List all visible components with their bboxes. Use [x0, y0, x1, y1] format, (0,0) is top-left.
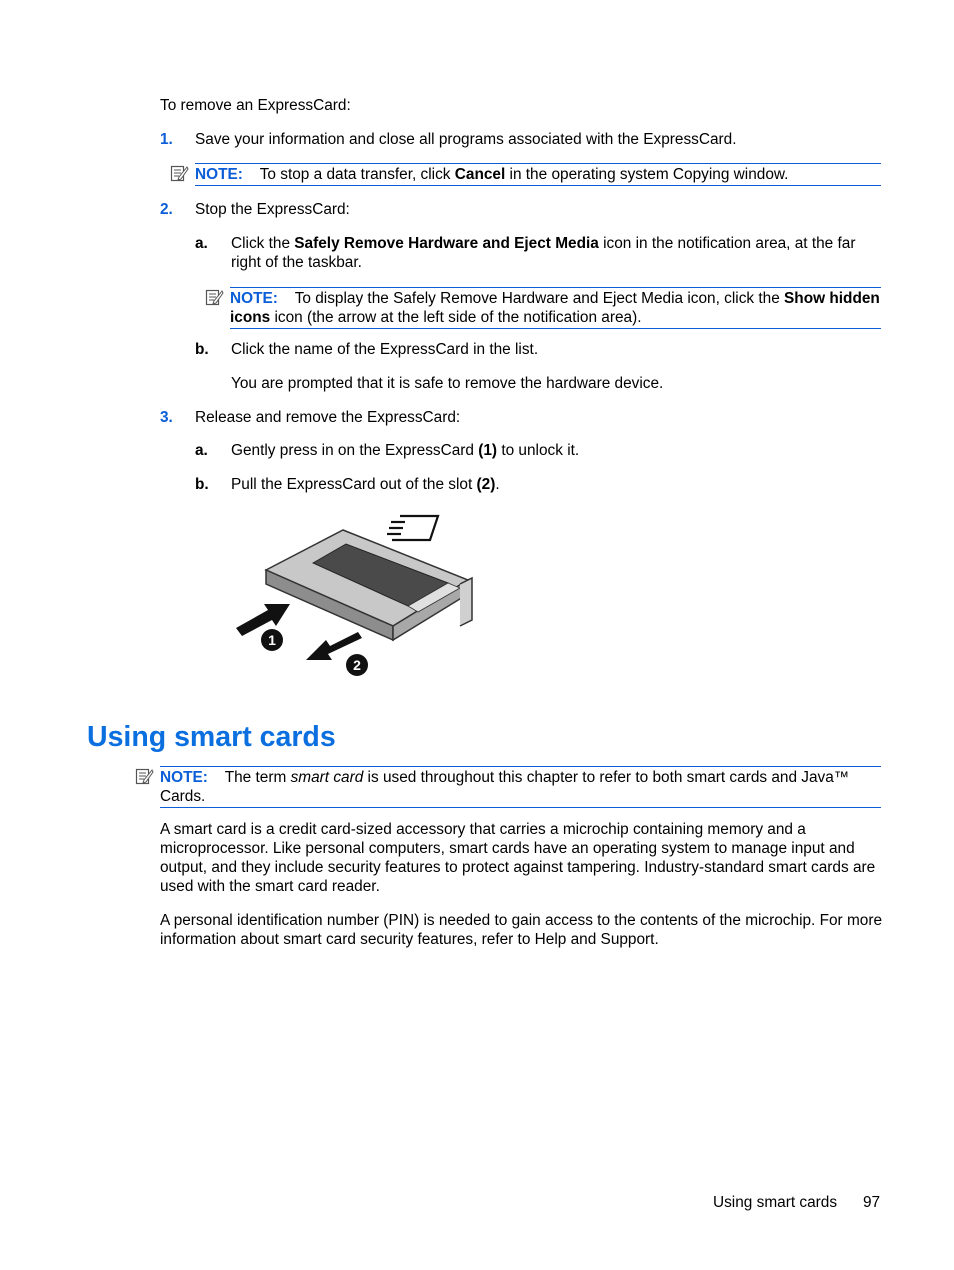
note-text: icon (the arrow at the left side of the notification area).	[270, 309, 642, 326]
step-3-number: 3.	[160, 409, 173, 426]
note-icon	[135, 768, 154, 786]
text-run: .	[495, 476, 500, 493]
expresscard	[266, 530, 472, 640]
note-text: is used throughout this chapter to refer to both smart cards and Java™ Cards.	[160, 769, 850, 805]
note-icon	[170, 165, 189, 183]
step-3a-text	[231, 441, 579, 460]
text-run: Click the	[231, 235, 295, 252]
step-2b-text: Click the name of the ExpressCard in the list.	[231, 341, 539, 358]
paragraph-smart-card-description: A smart card is a credit card-sized accessory that carries a microchip containing memory and a microprocessor. Like personal computers, smart cards have an operating system to manage input and output, and they include security features to protect against tampering. Industry-standard smart cards are used with the smart card reader.	[160, 821, 876, 895]
footer-section-name: Using smart cards	[713, 1194, 838, 1211]
note-label: NOTE:	[195, 166, 243, 183]
step-2-number: 2.	[160, 201, 173, 218]
text-run: icon in the notification area, at the far right of the taskbar.	[231, 235, 856, 271]
step-1-number: 1.	[160, 131, 173, 148]
step-2b-label: b.	[195, 341, 209, 358]
note-show-hidden-icons	[230, 287, 881, 329]
step-3a-label: a.	[195, 442, 208, 459]
bold-text: Safely Remove Hardware and Eject Media	[294, 235, 599, 252]
note-text: To stop a data transfer, click	[259, 166, 455, 183]
note-text: To display the Safely Remove Hardware and Eject Media icon, click the	[294, 290, 785, 307]
step-3b-text	[231, 475, 500, 494]
note-icon	[205, 289, 224, 307]
step-2a-label: a.	[195, 235, 208, 252]
step-1-text: Save your information and close all programs associated with the ExpressCard.	[195, 131, 737, 148]
text-run: Pull the ExpressCard out of the slot	[231, 476, 477, 493]
intro-text: To remove an ExpressCard:	[160, 97, 351, 114]
expresscard-removal-illustration	[228, 508, 488, 683]
section-title: Using smart cards	[87, 721, 336, 753]
slot-icon	[387, 516, 438, 540]
step-2a-text	[231, 234, 886, 272]
step-3b-label: b.	[195, 476, 209, 493]
bold-text: (2)	[476, 476, 496, 493]
callout-1-number: 1	[268, 632, 276, 648]
note-italic-text: smart card	[290, 769, 364, 786]
step-3-text: Release and remove the ExpressCard:	[195, 409, 461, 426]
step-2-text: Stop the ExpressCard:	[195, 201, 350, 218]
text-run: to unlock it.	[497, 442, 580, 459]
push-arrow-icon	[236, 604, 290, 636]
paragraph-pin-info: A personal identification number (PIN) is needed to gain access to the contents of the microchip. For more information about smart card security features, refer to Help and Support.	[160, 912, 883, 948]
note-text: The term	[224, 769, 291, 786]
footer-page-number: 97	[863, 1194, 881, 1211]
note-smart-card-term	[160, 766, 881, 808]
text-run: Gently press in on the ExpressCard	[231, 442, 479, 459]
callout-2-number: 2	[353, 657, 361, 673]
note-text: in the operating system Copying window.	[505, 166, 789, 183]
note-bold-text: Show hidden icons	[230, 290, 880, 326]
note-data-transfer	[195, 163, 881, 186]
note-label: NOTE:	[160, 769, 208, 786]
bold-text: (1)	[478, 442, 498, 459]
note-label: NOTE:	[230, 290, 278, 307]
step-2b-followup: You are prompted that it is safe to remove the hardware device.	[231, 375, 664, 392]
note-bold-text: Cancel	[454, 166, 506, 183]
